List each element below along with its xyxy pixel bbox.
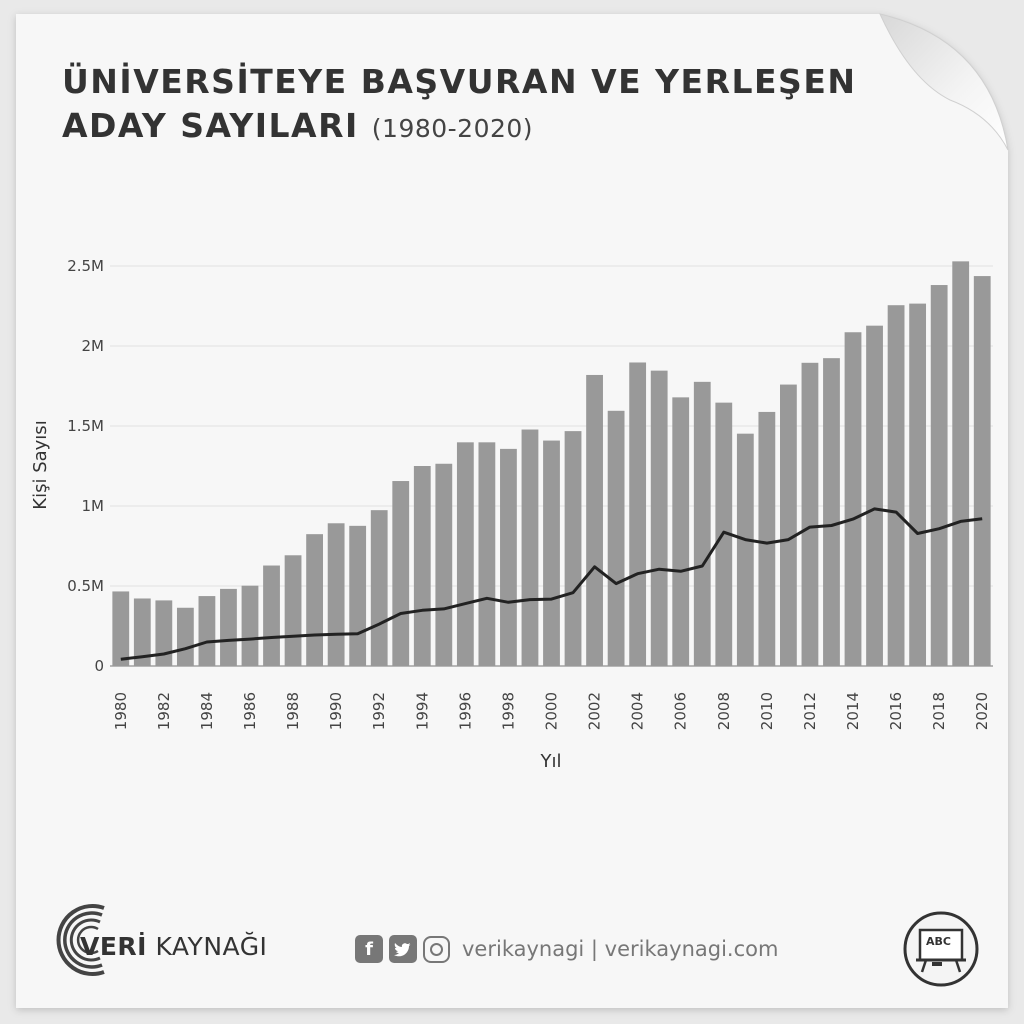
- instagram-icon[interactable]: [423, 936, 450, 963]
- bar: [909, 304, 926, 666]
- bar: [543, 441, 560, 666]
- bar: [694, 382, 711, 666]
- x-tick-label: 1984: [197, 692, 216, 731]
- y-tick-label: 0: [94, 657, 104, 675]
- bar: [500, 449, 517, 666]
- facebook-icon[interactable]: f: [355, 935, 383, 963]
- x-tick-label: 1992: [370, 692, 389, 731]
- bar: [565, 431, 582, 666]
- bar: [845, 332, 862, 666]
- bar: [435, 464, 452, 666]
- x-tick-label: 2018: [930, 692, 949, 731]
- x-tick-label: 2010: [757, 692, 776, 731]
- bar: [651, 371, 668, 666]
- twitter-icon[interactable]: [389, 935, 417, 963]
- bar: [866, 326, 883, 666]
- brand-name: [80, 932, 267, 961]
- x-tick-label: 2002: [585, 692, 604, 731]
- badge-label: ABC: [926, 935, 951, 948]
- bar: [306, 534, 323, 666]
- bar: [974, 276, 991, 666]
- bar: [522, 430, 539, 666]
- bar: [112, 591, 129, 666]
- bar: [371, 510, 388, 666]
- x-tick-label: 2008: [714, 692, 733, 731]
- bar: [220, 589, 237, 666]
- bar: [392, 481, 409, 666]
- bar: [263, 566, 280, 666]
- bar: [823, 358, 840, 666]
- x-axis-label: Yıl: [540, 751, 562, 772]
- title-subtitle: (1980-2020): [371, 114, 534, 143]
- brand-logo: [46, 900, 286, 980]
- x-tick-label: 1990: [327, 692, 346, 731]
- bar: [457, 442, 474, 666]
- y-tick-label: 1.5M: [67, 417, 104, 435]
- bar: [672, 397, 689, 666]
- y-axis-ticks: [67, 257, 104, 675]
- bars: [112, 261, 990, 666]
- y-tick-label: 2.5M: [67, 257, 104, 275]
- x-tick-label: 1986: [240, 692, 259, 731]
- x-tick-label: 2006: [671, 692, 690, 731]
- x-tick-label: 2014: [844, 692, 863, 731]
- x-tick-label: 1980: [111, 692, 130, 731]
- bar: [328, 523, 345, 666]
- bar: [478, 442, 495, 666]
- title-line-1: ÜNİVERSİTEYE BAŞVURAN VE YERLEŞEN: [62, 62, 857, 101]
- x-tick-label: 2004: [628, 692, 647, 731]
- x-axis-ticks: [112, 692, 991, 730]
- x-tick-label: 2016: [887, 692, 906, 731]
- bar: [888, 305, 905, 666]
- twitter-bird-icon: [394, 941, 412, 957]
- bar: [349, 526, 366, 666]
- bar: [608, 411, 625, 666]
- social-links: [355, 933, 778, 965]
- brand-name-rest: KAYNAĞI: [155, 932, 268, 961]
- bar: [758, 412, 775, 666]
- bar: [242, 586, 259, 666]
- x-tick-label: 1994: [413, 692, 432, 731]
- bar: [780, 385, 797, 666]
- x-tick-label: 1996: [456, 692, 475, 731]
- bar: [802, 363, 819, 666]
- x-tick-label: 2012: [800, 692, 819, 731]
- x-tick-label: 1982: [154, 692, 173, 731]
- x-tick-label: 2000: [542, 692, 561, 731]
- y-tick-label: 2M: [81, 337, 104, 355]
- title-line-2: ADAY SAYILARI: [62, 106, 359, 145]
- bar: [931, 285, 948, 666]
- x-tick-label: 1998: [499, 692, 518, 731]
- bar: [586, 375, 603, 666]
- bar: [737, 434, 754, 666]
- bar: [285, 555, 302, 666]
- bar: [629, 362, 646, 666]
- abc-board-badge: [902, 910, 980, 988]
- bar: [199, 596, 216, 666]
- bar: [952, 261, 969, 666]
- y-axis-label: Kişi Sayısı: [30, 420, 51, 510]
- social-handle-text[interactable]: verikaynagi | verikaynagi.com: [462, 937, 779, 961]
- x-tick-label: 1988: [284, 692, 303, 731]
- bar: [177, 608, 194, 666]
- y-tick-label: 1M: [81, 497, 104, 515]
- chalkboard-icon: [902, 910, 980, 988]
- brand-name-bold: VERİ: [80, 932, 147, 961]
- y-tick-label: 0.5M: [67, 577, 104, 595]
- x-tick-label: 2020: [973, 692, 992, 731]
- bar: [414, 466, 431, 666]
